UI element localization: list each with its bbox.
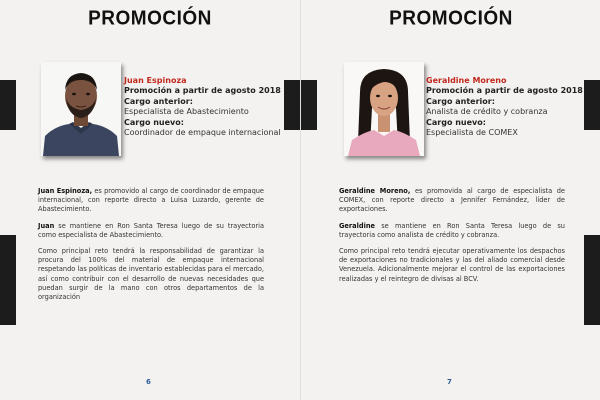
- portrait-photo-juan: [41, 62, 121, 156]
- page-title: PROMOCIÓN: [389, 7, 513, 30]
- paragraph: Juan Espinoza, es promovido al cargo de coordinador de empaque internacional, con reporte directo a Luisa Luzardo, gerente de Abastecimiento.: [38, 187, 264, 214]
- side-tab: [0, 80, 16, 130]
- paragraph: Geraldine se mantiene en Ron Santa Teresa luego de su trayectoria como analista de crédito y cobranza.: [339, 221, 565, 239]
- promotion-date: Promoción a partir de agosto 2018: [426, 86, 583, 96]
- side-tab: [584, 80, 600, 130]
- new-role-label: Cargo nuevo:: [426, 117, 486, 127]
- paragraph: Juan se mantiene en Ron Santa Teresa luego de su trayectoria como especialista de Abastecimiento.: [38, 221, 264, 239]
- person-portrait-icon: [344, 62, 424, 156]
- previous-role-label: Cargo anterior:: [124, 96, 193, 106]
- page-title: PROMOCIÓN: [88, 7, 212, 30]
- new-role-label: Cargo nuevo:: [124, 117, 184, 127]
- employee-name: Geraldine Moreno: [426, 76, 507, 85]
- side-tab: [0, 235, 16, 325]
- side-tab: [284, 80, 300, 130]
- article-body: [38, 187, 264, 309]
- person-portrait-icon: [41, 62, 121, 156]
- promotion-info: [124, 76, 284, 138]
- employee-name: Juan Espinoza: [124, 76, 187, 85]
- page-7: [300, 0, 600, 400]
- article-body: [339, 187, 565, 291]
- promotion-date: Promoción a partir de agosto 2018: [124, 86, 281, 96]
- paragraph: Como principal reto tendrá ejecutar operativamente los despachos de exportaciones no tradicionales y las del aliado comercial desde Venezuela. Adicionalmente mejorar el control de las exportaciones realizadas y el reintegro de divisas al BCV.: [339, 247, 565, 283]
- previous-role-value: Especialista de Abastecimiento: [124, 107, 249, 117]
- page-number: 7: [447, 378, 452, 386]
- paragraph: Como principal reto tendrá la responsabilidad de garantizar la procura del 100% del material de empaque internacional respetando las políticas de inventario establecidas para el mercado, así como contribuir con el desarrollo de nuevas necesidades que puedan surgir de la mano con otros departamentos de la organización: [38, 247, 264, 302]
- previous-role-label: Cargo anterior:: [426, 96, 495, 106]
- side-tab: [301, 80, 317, 130]
- promotion-info: [426, 76, 586, 138]
- new-role-value: Coordinador de empaque internacional: [124, 128, 281, 138]
- new-role-value: Especialista de COMEX: [426, 128, 518, 138]
- previous-role-value: Analista de crédito y cobranza: [426, 107, 548, 117]
- page-number: 6: [146, 378, 151, 386]
- side-tab: [584, 235, 600, 325]
- paragraph: Geraldine Moreno, es promovida al cargo de especialista de COMEX, con reporte directo a Jennifer Fernández, líder de exportaciones.: [339, 187, 565, 214]
- portrait-photo-geraldine: [344, 62, 424, 156]
